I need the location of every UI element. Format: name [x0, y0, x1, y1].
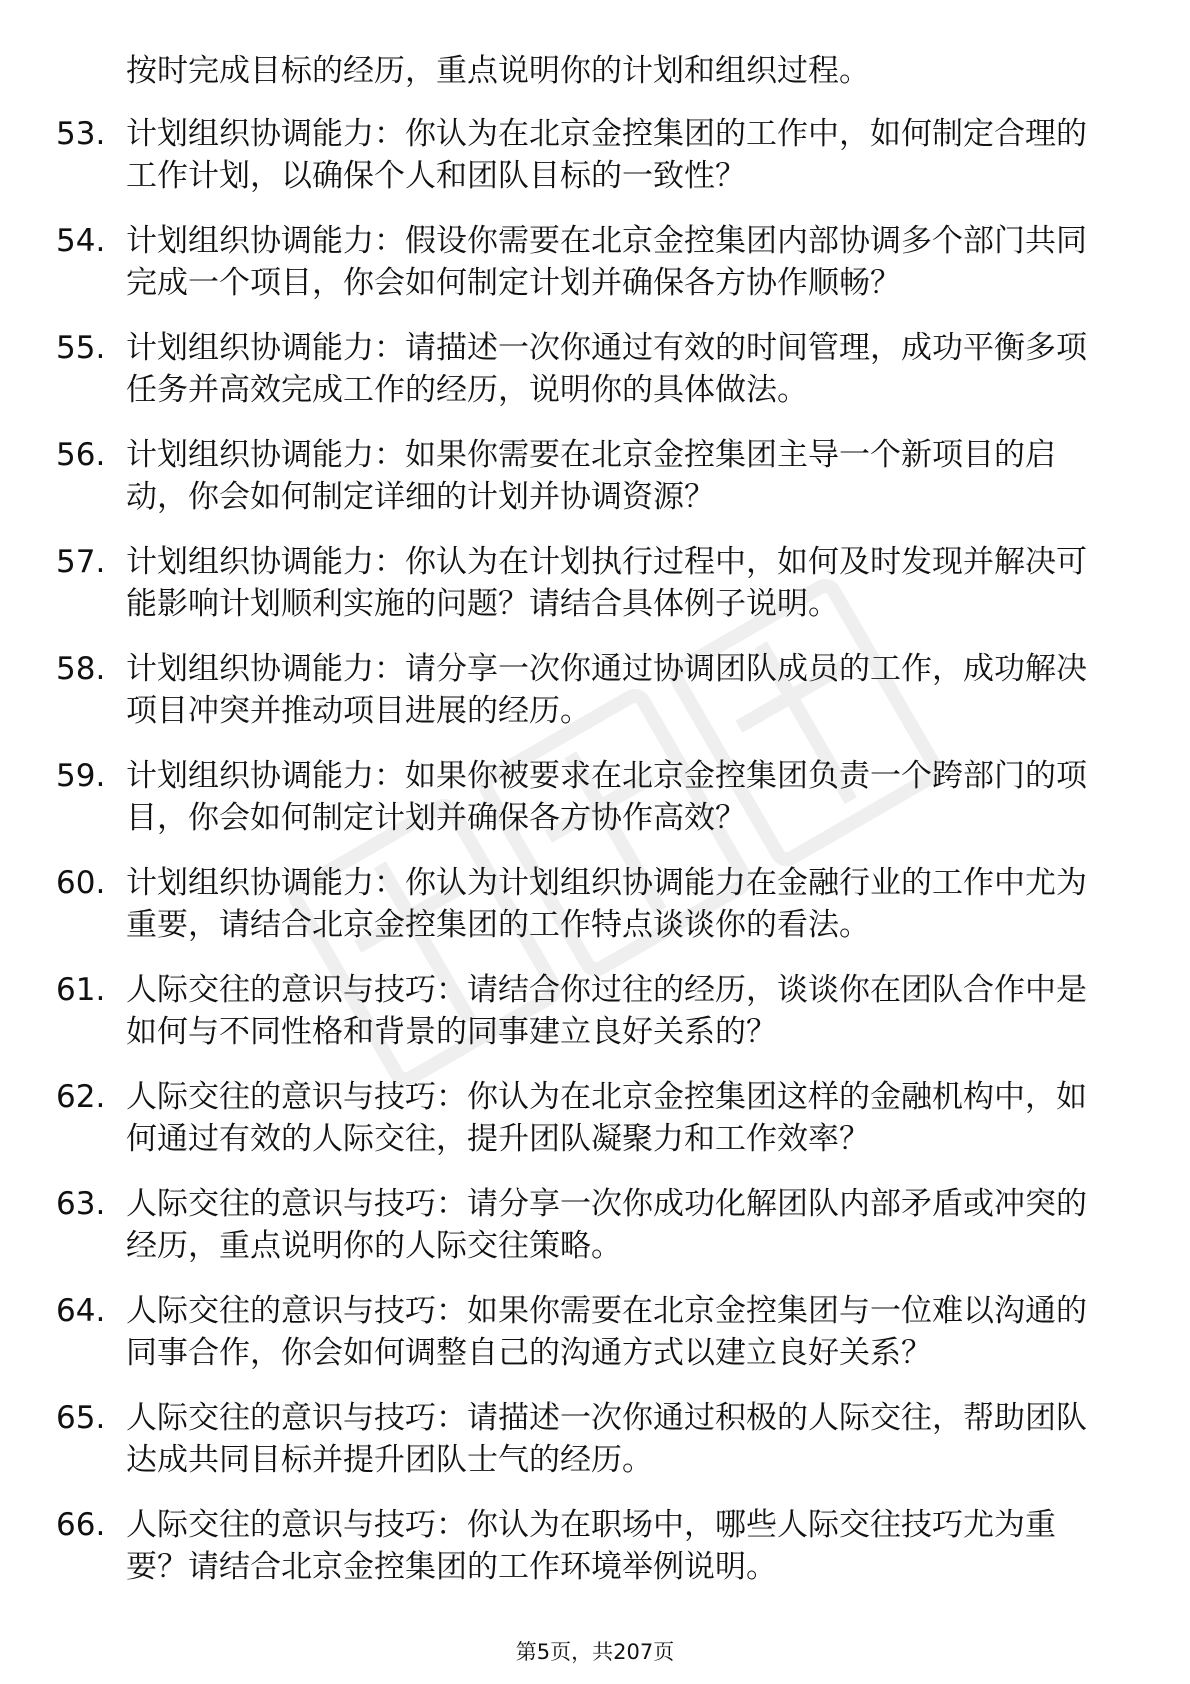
question-number: 62. — [56, 1079, 106, 1115]
question-item — [0, 862, 1116, 946]
question-text: 人际交往的意识与技巧：你认为在职场中，哪些人际交往技巧尤为重要？请结合北京金控集团的工作环境举例说明。 — [126, 1507, 1056, 1585]
question-text: 计划组织协调能力：你认为在计划执行过程中，如何及时发现并解决可能影响计划顺利实施的问题？请结合具体例子说明。 — [126, 544, 1087, 622]
question-item — [0, 1183, 1116, 1267]
question-number: 66. — [56, 1507, 106, 1543]
question-number: 57. — [56, 544, 106, 580]
question-item — [0, 1397, 1116, 1481]
question-item — [0, 1076, 1116, 1160]
question-text: 人际交往的意识与技巧：你认为在北京金控集团这样的金融机构中，如何通过有效的人际交往，提升团队凝聚力和工作效率？ — [126, 1079, 1087, 1157]
question-number: 55. — [56, 330, 106, 366]
question-number: 56. — [56, 437, 106, 473]
question-number: 59. — [56, 758, 106, 794]
question-item — [0, 1504, 1116, 1588]
question-number: 63. — [56, 1186, 106, 1222]
continuation-text: 按时完成目标的经历，重点说明你的计划和组织过程。 — [126, 53, 870, 89]
question-text: 计划组织协调能力：请描述一次你通过有效的时间管理，成功平衡多项任务并高效完成工作的经历，说明你的具体做法。 — [126, 330, 1087, 408]
question-item — [0, 220, 1116, 304]
question-list — [0, 113, 1190, 1611]
question-text: 计划组织协调能力：你认为在北京金控集团的工作中，如何制定合理的工作计划，以确保个人和团队目标的一致性？ — [126, 116, 1087, 194]
question-text: 人际交往的意识与技巧：请结合你过往的经历，谈谈你在团队合作中是如何与不同性格和背景的同事建立良好关系的？ — [126, 972, 1087, 1050]
question-number: 65. — [56, 1400, 106, 1436]
question-text: 人际交往的意识与技巧：请描述一次你通过积极的人际交往，帮助团队达成共同目标并提升团队士气的经历。 — [126, 1400, 1087, 1478]
question-number: 58. — [56, 651, 106, 687]
question-text: 人际交往的意识与技巧：请分享一次你成功化解团队内部矛盾或冲突的经历，重点说明你的人际交往策略。 — [126, 1186, 1087, 1264]
question-text: 计划组织协调能力：如果你被要求在北京金控集团负责一个跨部门的项目，你会如何制定计划并确保各方协作高效？ — [126, 758, 1087, 836]
question-item — [0, 755, 1116, 839]
question-number: 60. — [56, 865, 106, 901]
question-item — [0, 969, 1116, 1053]
question-item — [0, 327, 1116, 411]
question-text: 计划组织协调能力：请分享一次你通过协调团队成员的工作，成功解决项目冲突并推动项目进展的经历。 — [126, 651, 1087, 729]
question-text: 计划组织协调能力：假设你需要在北京金控集团内部协调多个部门共同完成一个项目，你会如何制定计划并确保各方协作顺畅？ — [126, 223, 1087, 301]
question-number: 64. — [56, 1293, 106, 1329]
question-text: 计划组织协调能力：你认为计划组织协调能力在金融行业的工作中尤为重要，请结合北京金控集团的工作特点谈谈你的看法。 — [126, 865, 1087, 943]
question-item — [0, 648, 1116, 732]
question-item — [0, 113, 1116, 197]
page-footer — [0, 1638, 1190, 1666]
page-number-label: 第5页，共207页 — [515, 1640, 675, 1664]
question-text: 人际交往的意识与技巧：如果你需要在北京金控集团与一位难以沟通的同事合作，你会如何调整自己的沟通方式以建立良好关系？ — [126, 1293, 1087, 1371]
question-number: 53. — [56, 116, 106, 152]
question-number: 54. — [56, 223, 106, 259]
question-text: 计划组织协调能力：如果你需要在北京金控集团主导一个新项目的启动，你会如何制定详细的计划并协调资源？ — [126, 437, 1056, 515]
question-item — [0, 541, 1116, 625]
question-item — [0, 1290, 1116, 1374]
question-item — [0, 434, 1116, 518]
question-number: 61. — [56, 972, 106, 1008]
